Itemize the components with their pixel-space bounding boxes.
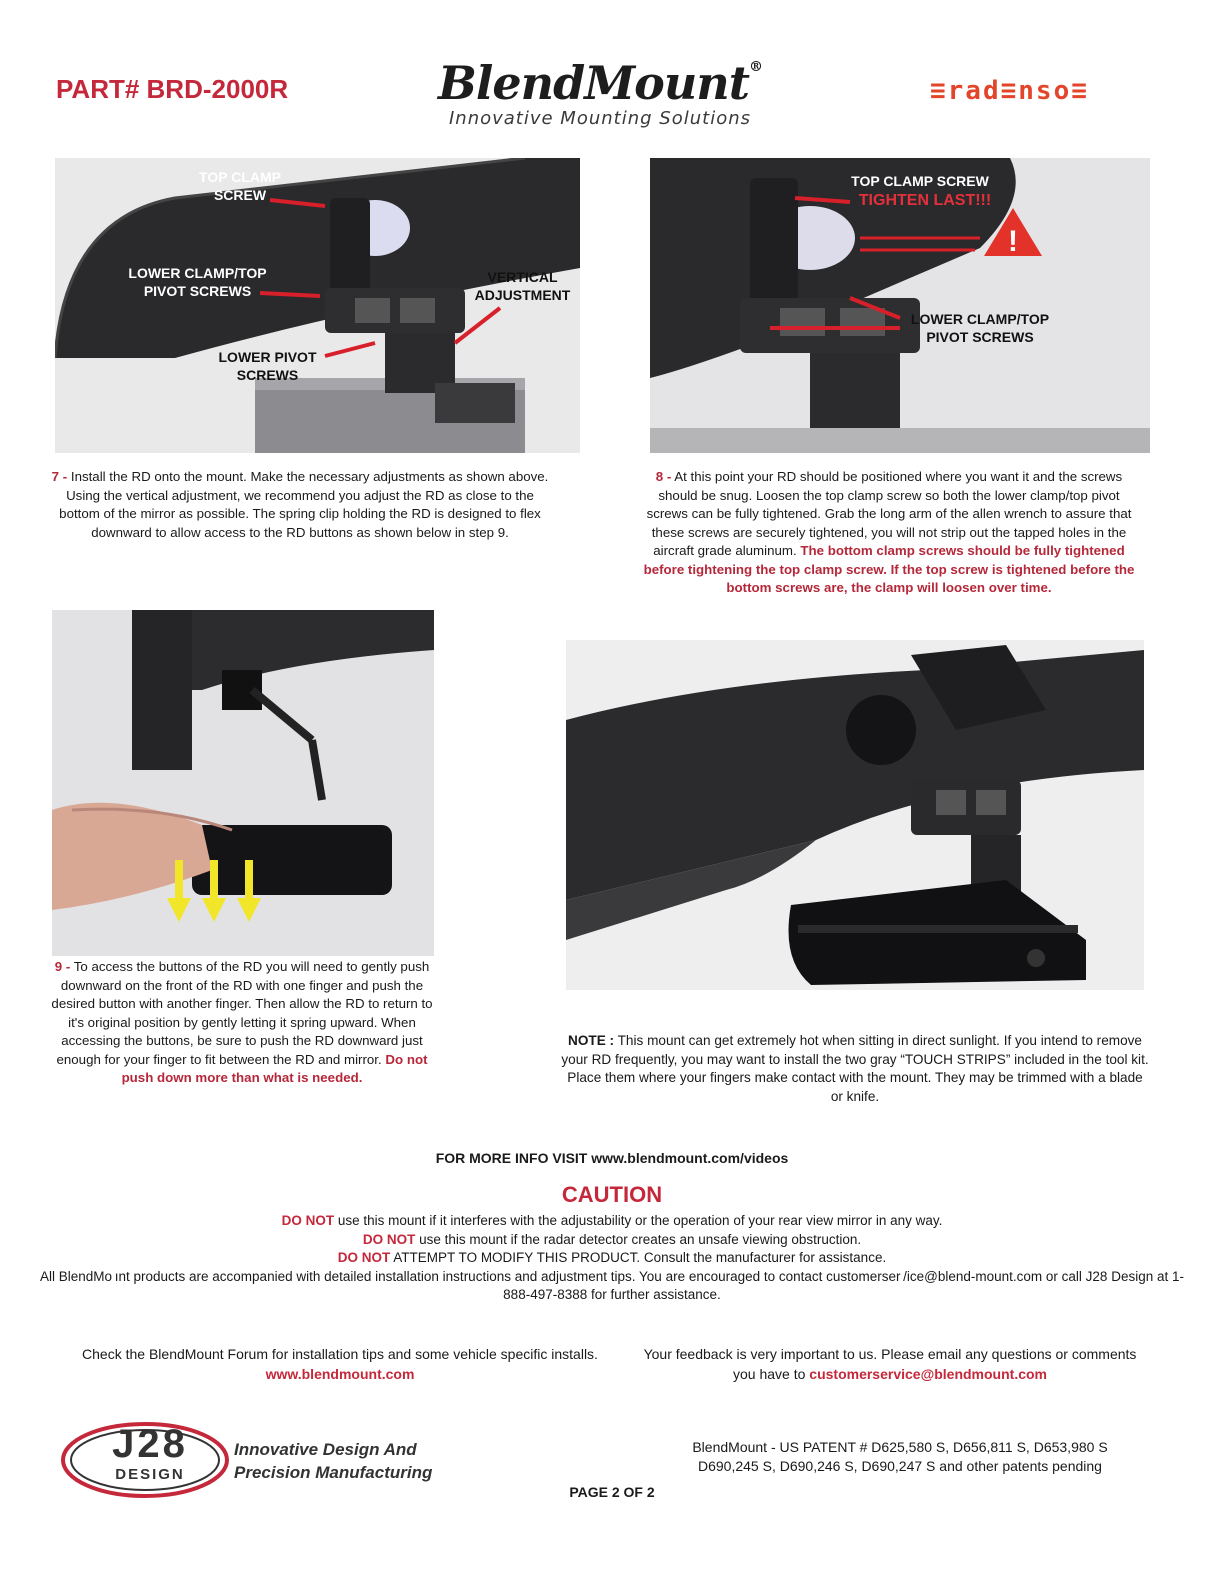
photo-mounted-illustration	[566, 640, 1144, 990]
step-9-text	[46, 958, 438, 1088]
part-number: PART# BRD-2000R	[56, 74, 289, 104]
j28-tagline: Innovative Design And Precision Manufacturing	[234, 1440, 433, 1482]
caution-line-1: DO NOT use this mount if it interferes with the adjustability or the operation of your rear view mirror in any way.	[281, 1213, 943, 1228]
step-7-body: Install the RD onto the mount. Make the necessary adjustments as shown above. Using the vertical adjustment, we recommend you adjust the RD as close to the bottom of the mirror as possible. The spring clip holding the RD is designed to flex downward to allow access to the RD buttons as shown below in step 9.	[59, 469, 549, 540]
callout-lower-pivot-screws: LOWER PIVOT SCREWS	[218, 349, 317, 383]
svg-text:!: !	[1008, 225, 1018, 258]
page-number: PAGE 2 OF 2	[569, 1484, 655, 1500]
more-info-line[interactable]: FOR MORE INFO VISIT www.blendmount.com/videos	[435, 1150, 789, 1166]
logo-tagline: Innovative Mounting Solutions	[448, 108, 751, 129]
j28-logo-top: J28	[112, 1422, 188, 1466]
callout-top-clamp-screw-2: TOP CLAMP SCREW	[851, 173, 989, 189]
patent-info: BlendMount - US PATENT # D625,580 S, D656,811 S, D653,980 S D690,245 S, D690,246 S, D690,247 S and other patents pending	[692, 1439, 1108, 1474]
callout-lower-clamp-pivot-2: LOWER CLAMP/TOP PIVOT SCREWS	[910, 311, 1050, 345]
feedback-email-link[interactable]: customerservice@blendmount.com	[809, 1366, 1047, 1382]
photo-mount-tighten-view	[650, 158, 1150, 453]
caution-do-not-1: DO NOT	[281, 1213, 335, 1228]
feedback-block	[640, 1344, 1140, 1384]
step-9-body: To access the buttons of the RD you will need to gently push downward on the front of the RD with one finger and push the desired button with another finger. Then allow the RD to return to it's original position by gently letting it spring upward. When accessing the buttons, be sure to push the RD downward just enough for your finger to fit between the RD and mirror.	[51, 959, 433, 1067]
photo-mounted-rd	[566, 640, 1144, 990]
forum-link[interactable]: www.blendmount.com	[265, 1366, 415, 1382]
caution-title: CAUTION	[561, 1182, 663, 1207]
caution-line-3: DO NOT ATTEMPT TO MODIFY THIS PRODUCT. Consult the manufacturer for assistance.	[337, 1250, 887, 1265]
arrows-down-icon	[167, 860, 261, 922]
caution-block	[40, 1212, 1184, 1305]
step-8-warning: The bottom clamp screws should be fully tightened before tightening the top clamp screw. If the top screw is tightened before the bottom screws are, the clamp will loosen over time.	[643, 543, 1135, 595]
forum-block	[40, 1344, 640, 1384]
callout-tighten-last: TIGHTEN LAST!!!	[858, 192, 992, 209]
step-8-text	[636, 468, 1142, 598]
note-body: This mount can get extremely hot when sitting in direct sunlight. If you intend to remove your RD frequently, you may want to install the two gray “TOUCH STRIPS” included in the tool kit. Place them where your fingers make contact with the mount. They may be trimmed with a blade or knife.	[561, 1033, 1149, 1104]
step-8-number: 8 -	[655, 469, 672, 484]
logo-registered-mark: ®	[748, 59, 762, 75]
caution-do-not-2: DO NOT	[362, 1231, 416, 1247]
callout-lower-clamp-pivot: LOWER CLAMP/TOP PIVOT SCREWS	[128, 265, 267, 299]
caution-do-not-3: DO NOT	[337, 1250, 391, 1265]
photo-hand-pushing-rd	[52, 610, 434, 956]
forum-text: Check the BlendMount Forum for installation tips and some vehicle specific installs.	[82, 1346, 598, 1362]
step-7-text	[50, 468, 550, 542]
callout-top-clamp-screw: TOP CLAMP SCREW	[199, 169, 281, 203]
photo-mount-front-view	[55, 158, 580, 453]
step-7-number: 7 -	[51, 469, 68, 484]
radenso-logo: ≡rad≡nso≡	[930, 76, 1089, 106]
blendmount-logo	[420, 56, 780, 129]
logo-wordmark: BlendMount	[438, 56, 749, 110]
photo-mount-front-illustration	[55, 158, 580, 453]
photo-hand-illustration	[52, 610, 434, 956]
step-9-warning: Do not push down more than what is needed.	[121, 1051, 428, 1085]
step-8-body: At this point your RD should be positioned where you want it and the screws should be snug. Loosen the top clamp screw so both the lower clamp/top pivot screws can be fully tightened. Grab the long arm of the allen wrench to assure that these screws are securely tightened, you will not strip out the tapped holes in the aircraft grade aluminum.	[646, 469, 1132, 558]
note-text	[560, 1032, 1150, 1106]
callout-vertical-adjustment: VERTICAL ADJUSTMENT	[474, 269, 571, 303]
feedback-text: Your feedback is very important to us. Please email any questions or comments you have to	[643, 1346, 1137, 1382]
caution-line-4: All BlendMo ınt products are accompanied with detailed installation instructions and adjustment tips. You are encouraged to contact customerser /ice@blend-mount.com or call J28 Design at 1-888-497-8388 for further assistance.	[40, 1268, 1184, 1302]
step-9-number: 9 -	[54, 959, 71, 974]
caution-line-2: DO NOT use this mount if the radar detector creates an unsafe viewing obstruction.	[362, 1231, 862, 1247]
note-label: NOTE :	[568, 1033, 615, 1048]
j28-logo-bottom: DESIGN	[115, 1466, 185, 1483]
